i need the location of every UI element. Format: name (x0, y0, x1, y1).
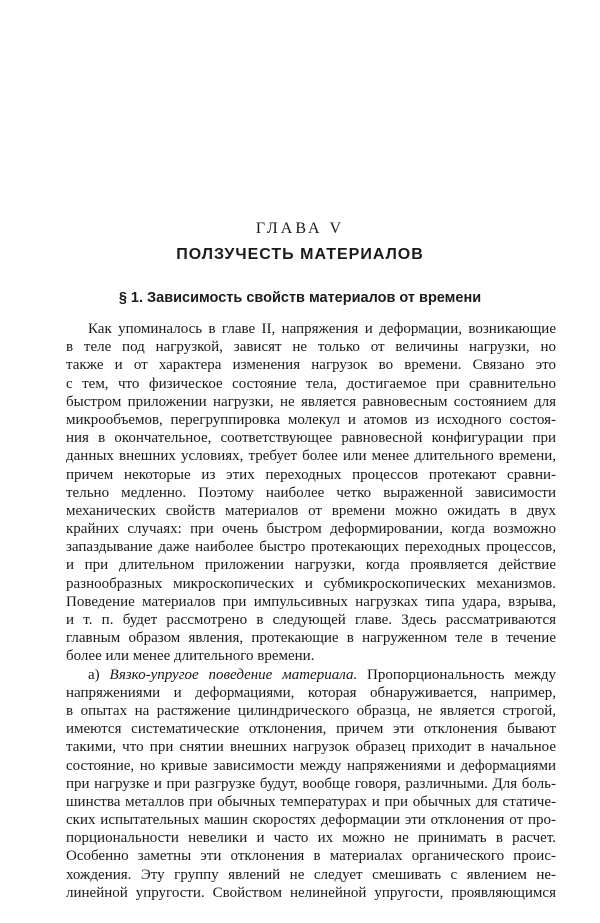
text-line: тельно медленно. Поэтому наиболее четко выраженной зависимости (66, 484, 556, 501)
text-line: Как упоминалось в главе II, напряжения и деформации, возникающие (88, 321, 556, 337)
text-line: также и от характера изменения нагрузок во времени. Связано это (66, 357, 556, 374)
text-line: и при длительном приложении нагрузки, когда проявляется действие (66, 557, 556, 574)
text-line: микрообъемов, перегруппировка молекул и атомов из исходного состоя- (66, 411, 556, 428)
text-line: разнообразных микроскопических и субмикроскопических механизмов. (66, 575, 556, 592)
text-line: имеются систематические отклонения, причем эти отклонения бывают (66, 721, 556, 738)
text-line: в опытах на растяжение цилиндрического образца, не является строгой, (66, 702, 556, 719)
text-line: и т. п. будет рассмотрено в следующей главе. Здесь рассматриваются (66, 612, 556, 628)
text-line: такими, что при снятии внешних нагрузок образец приходит в начальное (66, 739, 556, 756)
text-line: напряжениями и деформациями, которая обнаруживается, например, (66, 684, 556, 701)
text-line: шинства металлов при обычных температурах и при обычных для статиче- (66, 793, 556, 810)
text-line: Поведение материалов при импульсивных нагрузках типа удара, взрыва, (66, 593, 556, 610)
text-line (66, 666, 556, 684)
text-line: данных внешних условиях, требует более или менее длительного времени, (66, 448, 556, 465)
text-line: состояние, но кривые зависимости между напряжениями и деформациями (66, 757, 556, 774)
body-text (66, 320, 556, 902)
text-line: механических свойств материалов от времени можно ожидать в двух (66, 502, 556, 519)
text-line: ских испытательных машин скоростях деформации эти отклонения от про- (66, 812, 556, 829)
text-line: более или менее длительного времени. (66, 648, 315, 665)
text-line: причем некоторые из этих переходных процессов протекают сравни- (66, 466, 556, 483)
text-line: главным образом явления, протекающие в нагруженном теле в течение (66, 630, 556, 647)
text-line: с тем, что физическое состояние тела, достигаемое при сравнительно (66, 375, 556, 392)
text-line: в теле под нагрузкой, зависят не только от величины нагрузки, но (66, 339, 556, 356)
paragraph-1 (66, 320, 556, 666)
text-line: крайних случаях: при очень быстром деформировании, когда возможно (66, 521, 556, 538)
italic-heading: Вязко-упругое поведение материала. (109, 666, 358, 683)
list-marker: а) (88, 666, 100, 683)
text-line: порциональности невелики и часто их можно не принимать в расчет. (66, 830, 556, 847)
text-line: линейной упругости. Свойством нелинейной упругости, проявляющимся (66, 884, 556, 901)
section-title: § 1. Зависимость свойств материалов от времени (118, 290, 482, 306)
paragraph-2 (66, 666, 556, 902)
chapter-label: ГЛАВА V (255, 220, 345, 237)
text-line: при нагрузке и при разгрузке будут, вообще говоря, различными. Для боль- (66, 775, 556, 792)
text-line: запаздывание даже наиболее быстро протекающих переходных процессов, (66, 539, 556, 556)
text-line: Особенно заметны эти отклонения в материалах органического проис- (66, 848, 556, 865)
text-line: быстром приложении нагрузки, не является равновесным состоянием для (66, 393, 556, 410)
text-fragment: Пропорциональность между (367, 666, 556, 683)
chapter-title: ПОЛЗУЧЕСТЬ МАТЕРИАЛОВ (176, 246, 424, 263)
text-line: ния в окончательное, соответствующее равновесной конфигурации при (66, 430, 556, 447)
text-line: хождения. Эту группу явлений не следует смешивать с явлением не- (66, 866, 556, 883)
